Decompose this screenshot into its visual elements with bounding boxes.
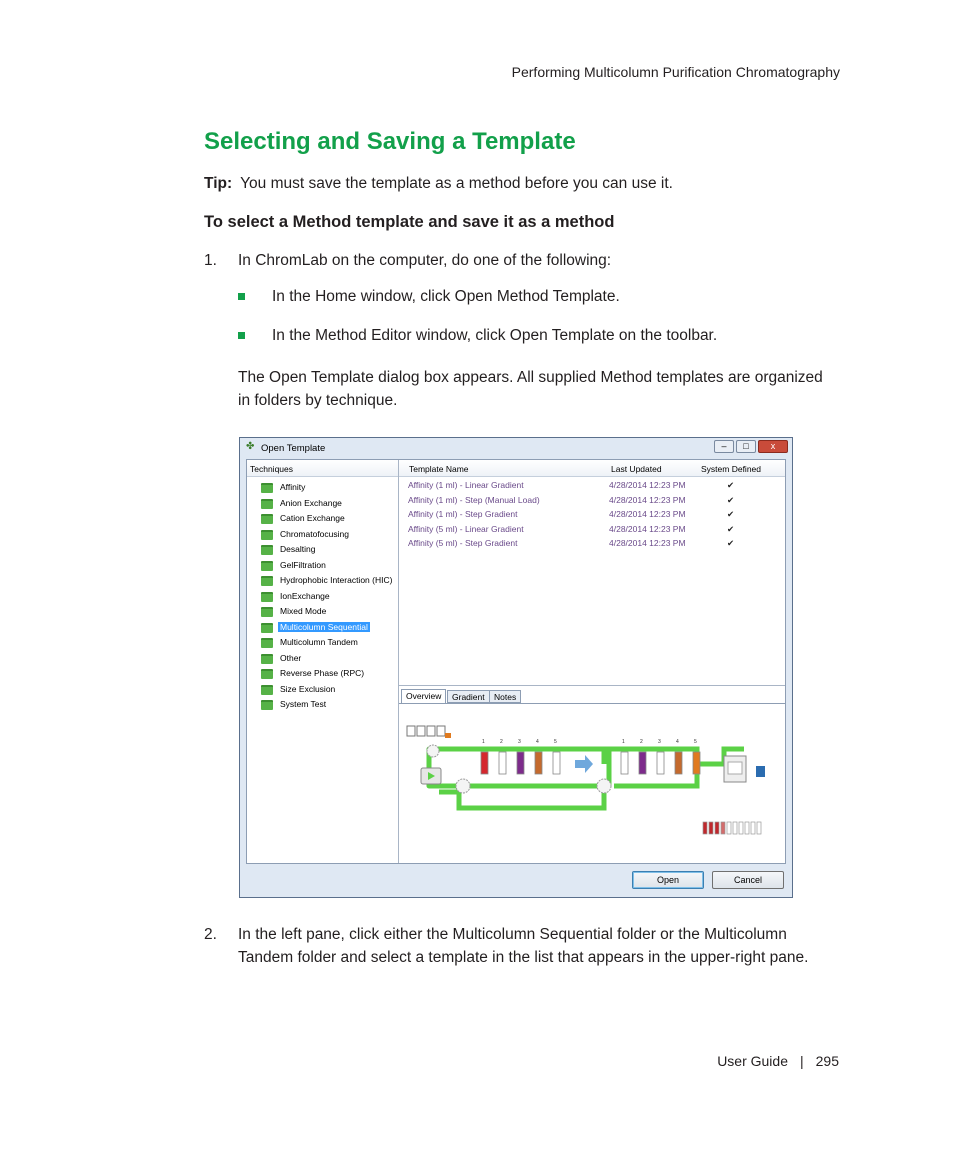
template-updated: 4/28/2014 12:23 PM	[609, 494, 686, 505]
column-number: 1	[482, 739, 485, 745]
column-number: 3	[518, 739, 521, 745]
folder-icon	[261, 576, 273, 586]
template-row[interactable]	[399, 507, 785, 521]
dialog-titlebar[interactable]	[240, 438, 792, 458]
check-icon: ✔	[727, 523, 735, 534]
folder-icon	[261, 669, 273, 679]
column-number: 4	[536, 739, 539, 745]
minimize-button[interactable]: –	[714, 440, 734, 453]
tree-item-label: Mixed Mode	[280, 606, 327, 616]
tab-overview[interactable]: Overview	[401, 689, 446, 704]
template-updated: 4/28/2014 12:23 PM	[609, 480, 686, 490]
folder-icon	[261, 685, 273, 695]
tree-item-label: Size Exclusion	[280, 683, 336, 694]
template-name: Affinity (1 ml) - Step Gradient	[408, 509, 518, 519]
step-number: 2.	[204, 926, 217, 943]
folder-icon	[261, 499, 273, 509]
tree-item-label: Anion Exchange	[280, 497, 342, 508]
folder-icon	[261, 561, 273, 571]
tip-label: Tip:	[204, 175, 233, 192]
templates-header	[399, 460, 785, 477]
open-button[interactable]: Open	[632, 871, 704, 889]
overview-diagram	[399, 703, 785, 865]
tree-item-label: System Test	[280, 699, 327, 709]
open-template-dialog	[239, 437, 793, 898]
app-icon: ✤	[246, 441, 255, 452]
techniques-header-label: Techniques	[250, 464, 294, 474]
column-number: 3	[658, 739, 661, 745]
tip	[204, 175, 673, 193]
footer-separator: |	[800, 1053, 804, 1069]
tree-item-label: Multicolumn Sequential	[280, 621, 368, 632]
column-system-defined[interactable]: System Defined	[701, 464, 761, 474]
preview-pane	[399, 685, 785, 864]
column-number: 2	[500, 739, 503, 745]
template-name: Affinity (5 ml) - Step Gradient	[408, 538, 518, 548]
dialog-content	[246, 459, 786, 864]
bullet-square-icon	[238, 332, 245, 339]
tree-item-label: GelFiltration	[280, 559, 326, 570]
folder-icon	[261, 700, 273, 710]
folder-icon	[261, 654, 273, 664]
template-updated: 4/28/2014 12:23 PM	[609, 538, 686, 548]
tree-item-label: Reverse Phase (RPC)	[280, 668, 365, 678]
column-number: 2	[640, 739, 643, 745]
check-icon: ✔	[727, 538, 735, 548]
template-updated: 4/28/2014 12:23 PM	[609, 523, 686, 534]
flow-diagram-graphic	[399, 704, 785, 865]
folder-icon	[261, 638, 273, 648]
tree-item-label: Hydrophobic Interaction (HIC)	[280, 575, 393, 585]
tree-item-label: Desalting	[280, 544, 316, 554]
folder-icon	[261, 514, 273, 524]
running-header: Performing Multicolumn Purification Chromatography	[511, 64, 840, 80]
template-row[interactable]	[399, 536, 785, 550]
maximize-button[interactable]: □	[736, 440, 756, 453]
template-row[interactable]	[399, 522, 785, 536]
column-number: 5	[554, 739, 557, 745]
tree-item-label: Chromatofocusing	[280, 528, 349, 539]
template-name: Affinity (1 ml) - Step (Manual Load)	[408, 494, 540, 505]
result-paragraph: The Open Template dialog box appears. All supplied Method templates are organized in folders by technique.	[238, 369, 823, 409]
bullet-text: In the Method Editor window, click Open Template on the toolbar.	[272, 327, 718, 344]
tip-text: You must save the template as a method before you can use it.	[240, 175, 673, 192]
template-row[interactable]	[399, 478, 785, 492]
page-number: 295	[815, 1053, 839, 1069]
check-icon: ✔	[727, 494, 735, 505]
folder-icon	[261, 530, 273, 540]
column-number: 1	[622, 739, 625, 745]
tab-notes[interactable]: Notes	[489, 690, 521, 703]
column-last-updated[interactable]: Last Updated	[611, 464, 662, 474]
bullet-text: In the Home window, click Open Method Template.	[272, 288, 620, 305]
procedure-heading: To select a Method template and save it as a method	[204, 213, 615, 231]
step-number: 1.	[204, 252, 217, 269]
check-icon: ✔	[727, 480, 735, 490]
template-updated: 4/28/2014 12:23 PM	[609, 509, 686, 519]
step-text: In ChromLab on the computer, do one of the following:	[238, 252, 612, 269]
tree-item-label: Other	[280, 652, 302, 663]
footer-label: User Guide	[717, 1053, 788, 1069]
tree-item-label: Cation Exchange	[280, 513, 345, 523]
folder-icon	[261, 623, 273, 633]
step-text: In the left pane, click either the Multicolumn Sequential folder or the Multicolumn Tandem folder and select a template in the list that appears in the upper-right pane.	[238, 926, 809, 966]
page-footer	[717, 1053, 839, 1069]
column-number: 5	[694, 739, 697, 745]
template-row[interactable]	[399, 493, 785, 507]
folder-icon	[261, 607, 273, 617]
folder-icon	[261, 545, 273, 555]
close-button[interactable]: x	[758, 440, 788, 453]
bullet-square-icon	[238, 293, 245, 300]
column-template-name[interactable]: Template Name	[409, 464, 469, 474]
template-name: Affinity (1 ml) - Linear Gradient	[408, 480, 524, 490]
techniques-header[interactable]	[247, 460, 398, 477]
folder-icon	[261, 483, 273, 493]
templates-pane	[399, 460, 785, 685]
section-title: Selecting and Saving a Template	[204, 128, 576, 155]
folder-icon	[261, 592, 273, 602]
template-name: Affinity (5 ml) - Linear Gradient	[408, 523, 524, 534]
column-number: 4	[676, 739, 679, 745]
tree-item-label: Affinity	[280, 482, 306, 492]
techniques-pane	[247, 460, 399, 863]
dialog-title: Open Template	[261, 443, 326, 454]
tree-item-label: Multicolumn Tandem	[280, 637, 358, 647]
check-icon: ✔	[727, 509, 735, 519]
tab-gradient[interactable]: Gradient	[447, 690, 490, 703]
tree-item-label: IonExchange	[280, 590, 330, 601]
cancel-button[interactable]: Cancel	[712, 871, 784, 889]
